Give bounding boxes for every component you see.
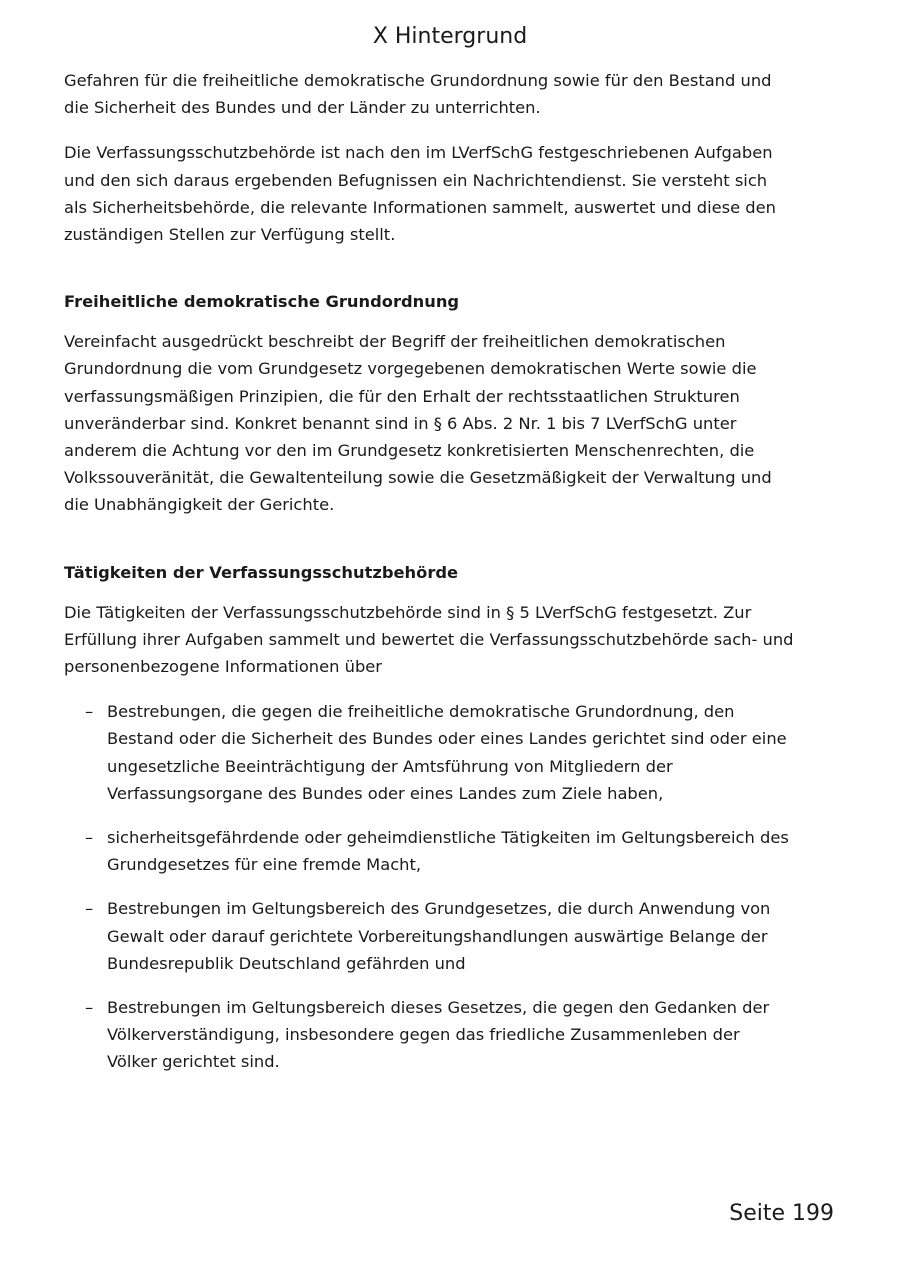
list-item-text: Bestrebungen, die gegen die freiheitliche demokratische Grundordnung, den Bestand oder die Sicherheit des Bundes oder eines Landes gerichtet sind oder eine ungesetzliche Beeinträchtigung der Amtsführung von Mitgliedern der Verfassungsorgane des Bundes oder eines Landes zum Ziele haben, bbox=[107, 702, 787, 803]
list-item bbox=[64, 698, 794, 807]
dash-bullet-icon: – bbox=[85, 828, 94, 848]
list-item-text: sicherheitsgefährdende oder geheimdienstliche Tätigkeiten im Geltungsbereich des Grundgesetzes für eine fremde Macht, bbox=[107, 828, 789, 875]
section-heading-fdgo: Freiheitliche demokratische Grundordnung bbox=[64, 292, 460, 312]
page-content bbox=[64, 67, 794, 1093]
intro-paragraph: Die Verfassungsschutzbehörde ist nach den im LVerfSchG festgeschriebenen Aufgaben und den sich daraus ergebenden Befugnissen ein Nachrichtendienst. Sie versteht sich als Sicherheitsbehörde, die relevante Informationen sammelt, auswertet und diese den zuständigen Stellen zur Verfügung stellt. bbox=[64, 143, 776, 245]
list-item-text: Bestrebungen im Geltungsbereich dieses Gesetzes, die gegen den Gedanken der Völkerverständigung, insbesondere gegen das friedliche Zusammenleben der Völker gerichtet sind. bbox=[107, 998, 770, 1072]
activities-list bbox=[64, 698, 794, 1075]
list-item-text: Bestrebungen im Geltungsbereich des Grundgesetzes, die durch Anwendung von Gewalt oder darauf gerichtete Vorbereitungshandlungen auswärtige Belange der Bundesrepublik Deutschland gefährden und bbox=[107, 899, 771, 973]
dash-bullet-icon: – bbox=[85, 899, 94, 919]
section-body-taetigkeiten: Die Tätigkeiten der Verfassungsschutzbehörde sind in § 5 LVerfSchG festgesetzt. Zur Erfüllung ihrer Aufgaben sammelt und bewertet die Verfassungsschutzbehörde sach- und personenbezogene Informationen über bbox=[64, 602, 794, 677]
dash-bullet-icon: – bbox=[85, 702, 94, 722]
dash-bullet-icon: – bbox=[85, 998, 94, 1018]
intro-paragraph: Gefahren für die freiheitliche demokratische Grundordnung sowie für den Bestand und die Sicherheit des Bundes und der Länder zu unterrichten. bbox=[64, 71, 772, 118]
page-number: Seite 199 bbox=[729, 1201, 834, 1226]
list-item bbox=[64, 994, 794, 1076]
section-heading-taetigkeiten: Tätigkeiten der Verfassungsschutzbehörde bbox=[64, 562, 459, 582]
page-title: X Hintergrund bbox=[372, 24, 528, 49]
list-item bbox=[64, 824, 794, 878]
section-body-fdgo: Vereinfacht ausgedrückt beschreibt der Begriff der freiheitlichen demokratischen Grundordnung die vom Grundgesetz vorgegebenen demokratischen Werte sowie die verfassungsmäßigen Prinzipien, die für den Erhalt der rechtsstaatlichen Strukturen unveränderbar sind. Konkret benannt sind in § 6 Abs. 2 Nr. 1 bis 7 LVerfSchG unter anderem die Achtung vor den im Grundgesetz konkretisierten Menschenrechten, die Volkssouveränität, die Gewaltenteilung sowie die Gesetzmäßigkeit der Verwaltung und die Unabhängigkeit der Gerichte. bbox=[64, 332, 772, 515]
list-item bbox=[64, 895, 794, 977]
